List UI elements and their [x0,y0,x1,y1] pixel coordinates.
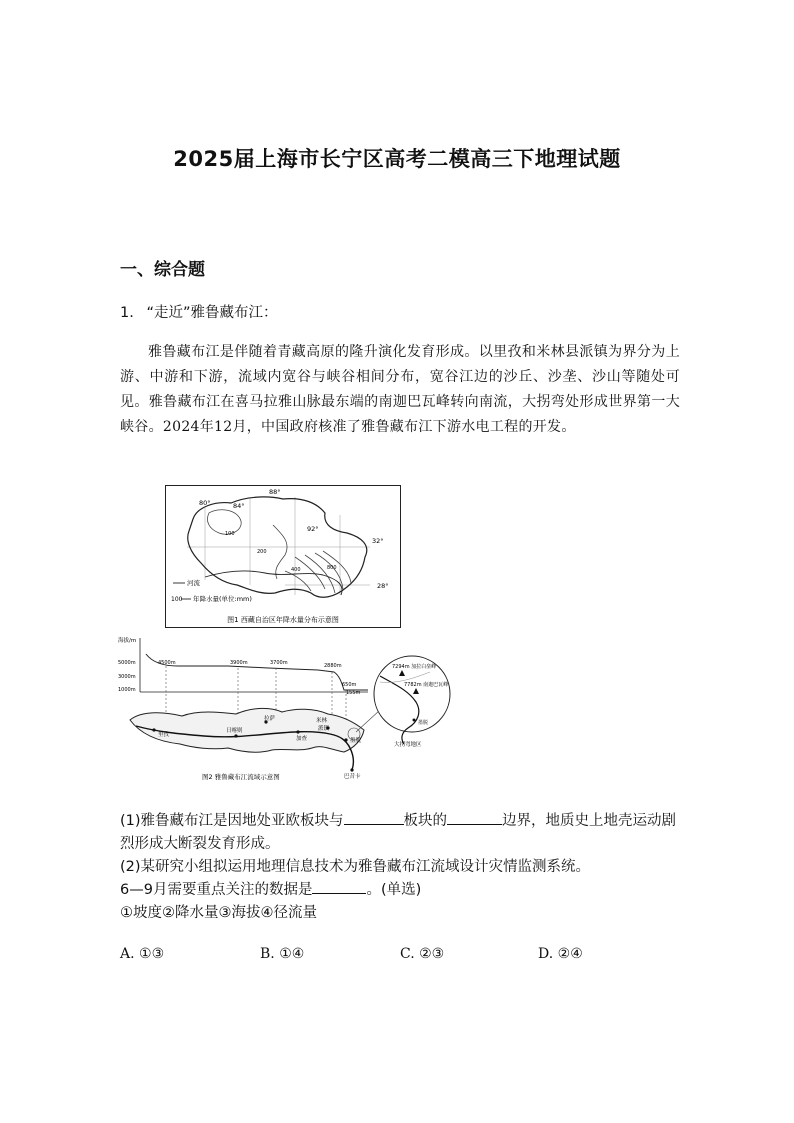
inset-great-bend [374,656,450,748]
place-medog: 墨脱 [350,738,362,744]
isohyet-value-800: 800 [327,565,337,571]
profile-elev-155: 155m [346,690,361,696]
sub-question-2-stem [120,879,685,902]
sub-question-2-items: ①坡度②降水量③海拔④径流量 [120,905,317,921]
figure-basin-map [118,632,454,790]
lon-label-80: 80° [199,499,211,507]
section-heading: 一、综合题 [120,260,205,280]
option-a-value: ①③ [139,946,165,962]
option-a[interactable] [120,946,164,962]
place-jiacha: 加查 [296,736,308,742]
place-paizhen: 派镇 [318,726,330,732]
q1-blank-1[interactable] [344,810,404,825]
option-a-label: A. [120,946,135,962]
inset-peak-gyala: 7294m 加拉白垒峰 [392,664,437,670]
inset-peak-namcha: 7782m 南迦巴瓦峰 [404,682,449,688]
figure1-caption: 图1 西藏自治区年降水量分布示意图 [227,616,339,624]
legend-isohyet-value: 100 [171,596,183,603]
option-d-label: D. [538,946,554,962]
place-lhasa: 拉萨 [264,716,276,722]
question-number: 1. [120,305,134,321]
q2-blank[interactable] [312,879,366,894]
profile-elev-2880: 2880m [324,663,342,669]
place-shigatse: 日喀则 [226,728,243,734]
question-heading [120,301,277,322]
option-b-value: ①④ [279,946,305,962]
q1-text-middle: 板块的 [403,813,448,829]
y-tick-5000: 5000m [118,660,136,666]
profile-elev-4500: 4500m [158,660,176,666]
profile-elev-3900: 3900m [230,660,248,666]
q1-text-before: (1)雅鲁藏布江是因地处亚欧板块与 [120,813,344,829]
lon-label-92: 92° [307,525,319,533]
reading-passage: 雅鲁藏布江是伴随着青藏高原的隆升演化发育形成。以里孜和米林县派镇为界分为上游、中游和下游，流域内宽谷与峡谷相间分布，宽谷江边的沙丘、沙垄、沙山等随处可见。雅鲁藏布江在喜马拉雅山脉最东端的南迦巴瓦峰转向南流，大拐弯处形成世界第一大峡谷。2024年12月，中国政府核准了雅鲁藏布江下游水电工程的开发。 [120,344,680,435]
legend-isohyet-label: 年降水量(单位:mm) [193,595,252,603]
inset-place-medog: 墨脱 [418,720,429,726]
option-c-label: C. [400,946,415,962]
option-c[interactable] [400,946,444,962]
legend-river-label: 河流 [187,579,200,587]
isohyet-value-200: 200 [257,549,267,555]
profile-elev-650: 650m [342,682,357,688]
figure-precipitation-map [165,485,401,628]
option-d-value: ②④ [557,946,583,962]
lat-label-28: 28° [377,582,389,590]
place-lizi: 里孜 [158,732,170,738]
q2-stem-before: 6—9月需要重点关注的数据是 [120,882,313,898]
question-prompt: “走近”雅鲁藏布江： [146,305,278,321]
sub-questions [120,810,685,925]
lat-label-32: 32° [372,537,384,545]
profile-elev-3700: 3700m [270,660,288,666]
q2-stem-after: 。(单选) [366,882,422,898]
q1-text-after: 边界，地质史上地壳运动剧烈形成大断裂发育形成。 [120,813,677,852]
option-c-value: ②③ [419,946,445,962]
profile-y-title: 海拔/m [118,638,137,644]
q1-blank-2[interactable] [447,810,502,825]
page-title: 2025届上海市长宁区高考二模高三下地理试题 [173,147,621,171]
option-d[interactable] [538,946,583,962]
option-b-label: B. [260,946,275,962]
inset-label: 大拐弯地区 [394,742,422,748]
precipitation-map-svg [165,485,401,628]
place-pasighat: 巴昔卡 [344,774,361,780]
y-tick-3000: 3000m [118,674,136,680]
lon-label-88: 88° [269,488,281,496]
y-tick-1000: 1000m [118,687,136,693]
place-mainling: 米林 [316,718,328,724]
figure2-caption: 图2 雅鲁藏布江流域示意图 [202,773,280,781]
lon-label-84: 84° [233,502,245,510]
sub-question-1 [120,810,685,856]
isohyet-value-100: 100 [225,531,235,537]
basin-map-svg [118,632,454,790]
isohyet-value-400: 400 [291,567,301,573]
option-b[interactable] [260,946,304,962]
sub-question-2-intro: (2)某研究小组拟运用地理信息技术为雅鲁藏布江流域设计灾情监测系统。 [120,859,591,875]
elevation-profile-line [146,654,368,690]
